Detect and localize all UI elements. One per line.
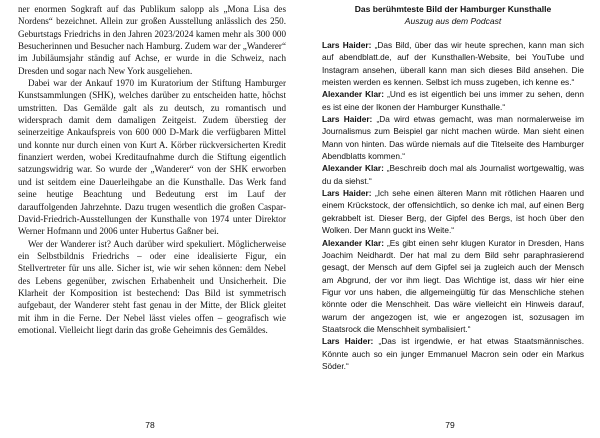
left-page-body [18,3,286,336]
speaker-name: Lars Haider: [322,188,372,199]
page-number-right: 79 [445,420,455,430]
paragraph: Wer der Wanderer ist? Auch darüber wird spekuliert. Möglicherweise ein Selbstbildnis Friedrichs – oder eine idealisierte Figur, ein Stellvertreter für uns alle. Sicher ist, wie wir sehen können: dem Nebel des Lebens gegenüber, zwischen Erhabenheit und Unsicherheit. Die Klarheit der Komposition ist bestechend: Das Bild ist symmetrisch aufgebaut, der Wanderer steht fast genau in der Mitte, der Blick gleitet mit ihm in die Ferne. Der Nebel lässt vieles offen – geografisch wie emotional. Vielleicht liegt darin das große Geheimnis des Gemäldes. [18,238,286,335]
speaker-name: Lars Haider: [322,114,373,125]
dialogue-text: „Das Bild, über das wir heute sprechen, kann man sich auf abendblatt.de, auf der Kunsthallen-Website, bei YouTube und Instagram ansehen, überall kann man sich dieses Bild ansehen. Die meisten werden es kennen. Selbst ich muss zugeben, ich kenne es.“ [322,40,584,88]
speaker-name: Lars Haider: [322,336,374,347]
speaker-name: Lars Haider: [322,40,372,50]
dialogue-line [322,113,584,162]
dialogue-text: „Es gibt einen sehr klugen Kurator in Dresden, Hans Joachim Neidhardt. Der hat mal zu dem Bild sehr paraphrasierend gesagt, der Mensch auf dem Gipfel sei ja zugleich auch der Mensch am Abgrund, der vor ihm liegt. Das Wichtige ist, dass wir hier eine Figur vor uns haben, die allgemeingültig für das Menschliche stehen könnte oder die Menschheit. Das wäre vielleicht ein Hinweis darauf, warum der angezogen ist, wie er angezogen ist, sozusagen im Staatsrock die Menschheit symbalisiert.“ [322,237,585,334]
dialogue-text: „Da wird etwas gemacht, was man normalerweise im Journalismus zum Beispiel gar nicht machen würde. Man sieht einen Mann von hinten. Das würde niemals auf die Titelseite des Hamburger Abendblatts kommen.“ [322,114,584,162]
page-number-left: 78 [145,420,155,430]
dialogue-line [322,88,584,113]
dialogue-line [322,162,584,187]
dialogue-line [322,237,584,336]
paragraph: ner enormen Sogkraft auf das Publikum salopp als „Mona Lisa des Nordens“ bezeichnet. Allein zur großen Ausstellung anlässlich des 250. Geburtstags Friedrichs in den Jahren 2023/2024 kamen mehr als 300 000 Besucherinnen und Besucher nach Hamburg. Zudem war der „Wanderer“ im Jubiläumsjahr ständig auf Achse, er wurde in die Schweiz, nach Dresden und sogar nach New York ausgeliehen. [18,4,286,76]
paragraph: Dabei war der Ankauf 1970 im Kuratorium der Stiftung Hamburger Kunstsammlungen (SHK), welches darüber zu entscheiden hatte, höchst umstritten. Das Gemälde galt als zu deutsch, zu romantisch und widersprach damit dem damaligen Zeitgeist. Zudem überstieg der seinerzeitige Ankaufspreis von 600 000 D-Mark die verfügbaren Mittel und konnte nur durch einen von Kurt A. Körber rückversicherten Kredit finanziert werden, wobei Kreditaufnahme durch die Stiftung eigentlich satzungswidrig war. So wurde der „Wanderer“ von der SHK erworben und ist seitdem eine Dauerleihgabe an die Kunsthalle. Das Werk fand seine heutige Beachtung und Bedeutung erst im Lauf der darauffolgenden Jahrzehnte. Dazu trugen wesentlich die großen Caspar-David-Friedrich-Ausstellungen der Kunsthalle von 1974 unter Direktor Werner Hofmann und 2006 unter Hubertus Gaßner bei. [18,78,286,237]
dialogue-line [322,39,584,88]
dialogue-line [322,335,584,372]
dialogue [322,39,584,372]
dialogue-text: „Das ist irgendwie, er hat etwas Staatsmännisches. Könnte auch so ein junger Emmanuel Macron sein oder ein Markus Söder.“ [322,336,584,371]
speaker-name: Alexander Klar: [322,237,384,248]
section-header [322,3,584,27]
section-title: Das berühmteste Bild der Hamburger Kunsthalle [354,4,552,14]
speaker-name: Alexander Klar: [322,163,384,174]
speaker-name: Alexander Klar: [322,89,385,100]
dialogue-text: „Ich sehe einen älteren Mann mit rötlichen Haaren und einem Krückstock, der offensichtlich, so denke ich mal, auf einen Berg gekrabbelt ist. Dieser Berg, der Gipfel des Bergs, ist hoch über den Wolken. Der Mann guckt ins Weite.“ [322,188,584,236]
right-page [300,0,600,438]
dialogue-text: „Und es ist eigentlich bei uns immer zu sehen, denn es ist eine der Ikonen der Hamburger Kunsthalle.“ [322,89,585,112]
dialogue-text: „Beschreib doch mal als Journalist wortgewaltig, was du da siehst.“ [322,163,585,186]
section-subtitle: Auszug aus dem Podcast [404,16,502,26]
dialogue-line [322,187,584,236]
